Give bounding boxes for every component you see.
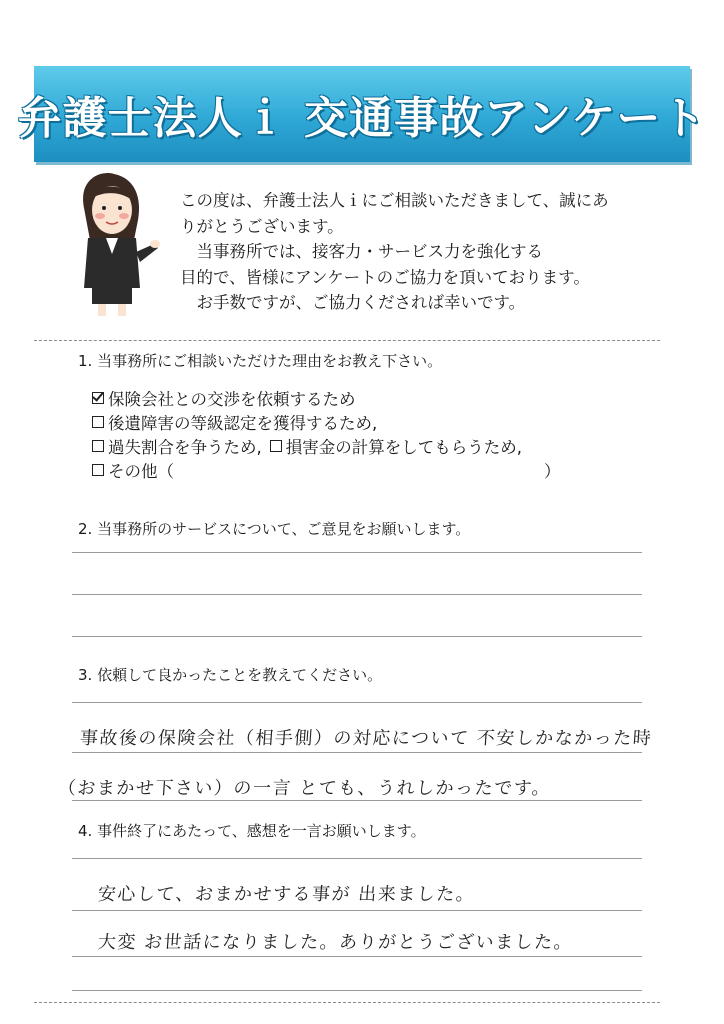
handwritten-answer: 事故後の保険会社（相手側）の対応について 不安しかなかった時 [79,728,653,749]
checkbox[interactable] [92,416,104,428]
handwritten-answer: （おまかせ下さい）の一言 とても、うれしかったです。 [57,778,552,799]
answer-line [72,752,642,753]
question-2: 2. 当事務所のサービスについて、ご意見をお願いします。 [78,520,471,538]
answer-line [72,800,642,801]
option-other[interactable] [92,458,561,482]
option-other-close: ） [544,462,561,481]
checkbox[interactable] [92,440,104,452]
intro-message: この度は、弁護士法人ｉにご相談いただきまして、誠にあ りがとうございます。 当事務所では、接客力・サービス力を強化する 目的で、皆様にアンケートのご協力を頂いております。 お手数ですが、ご協力くだされば幸いです。 [180,191,609,312]
option-label: 損害金の計算をしてもらうため, [285,438,522,457]
answer-line [72,702,642,703]
option-label: 保険会社との交渉を依頼するため [108,390,356,409]
section-divider [34,340,660,341]
answer-line [72,636,642,637]
answer-line [72,990,642,991]
question-4: 4. 事件終了にあたって、感想を一言お願いします。 [78,822,426,840]
survey-title: 弁護士法人ｉ 交通事故アンケート [17,93,707,144]
handwritten-answer: 大変 お世話になりました。ありがとうございました。 [97,932,574,953]
question-3: 3. 依頼して良かったことを教えてください。 [78,666,383,684]
option-insurance-negotiation[interactable] [92,386,356,410]
answer-line [72,910,642,911]
answer-line [72,956,642,957]
option-label: 後遺障害の等級認定を獲得するため, [108,414,378,433]
option-label: 過失割合を争うため, [108,438,262,457]
title-banner [17,66,707,162]
answer-line [72,858,642,859]
option-fault-ratio-row [92,434,522,458]
section-divider [34,1002,660,1003]
checkbox[interactable] [270,440,282,452]
handwritten-answer: 安心して、おまかせする事が 出来ました。 [97,884,477,905]
answer-line [72,552,642,553]
checkbox[interactable] [92,464,104,476]
answer-line [72,594,642,595]
lawyer-mascot-illustration [62,168,162,320]
option-label: その他（ [108,462,174,481]
option-disability-certification[interactable] [92,410,377,434]
question-1: 1. 当事務所にご相談いただけた理由をお教え下さい。 [78,352,443,370]
checkbox-checked[interactable] [92,392,104,404]
